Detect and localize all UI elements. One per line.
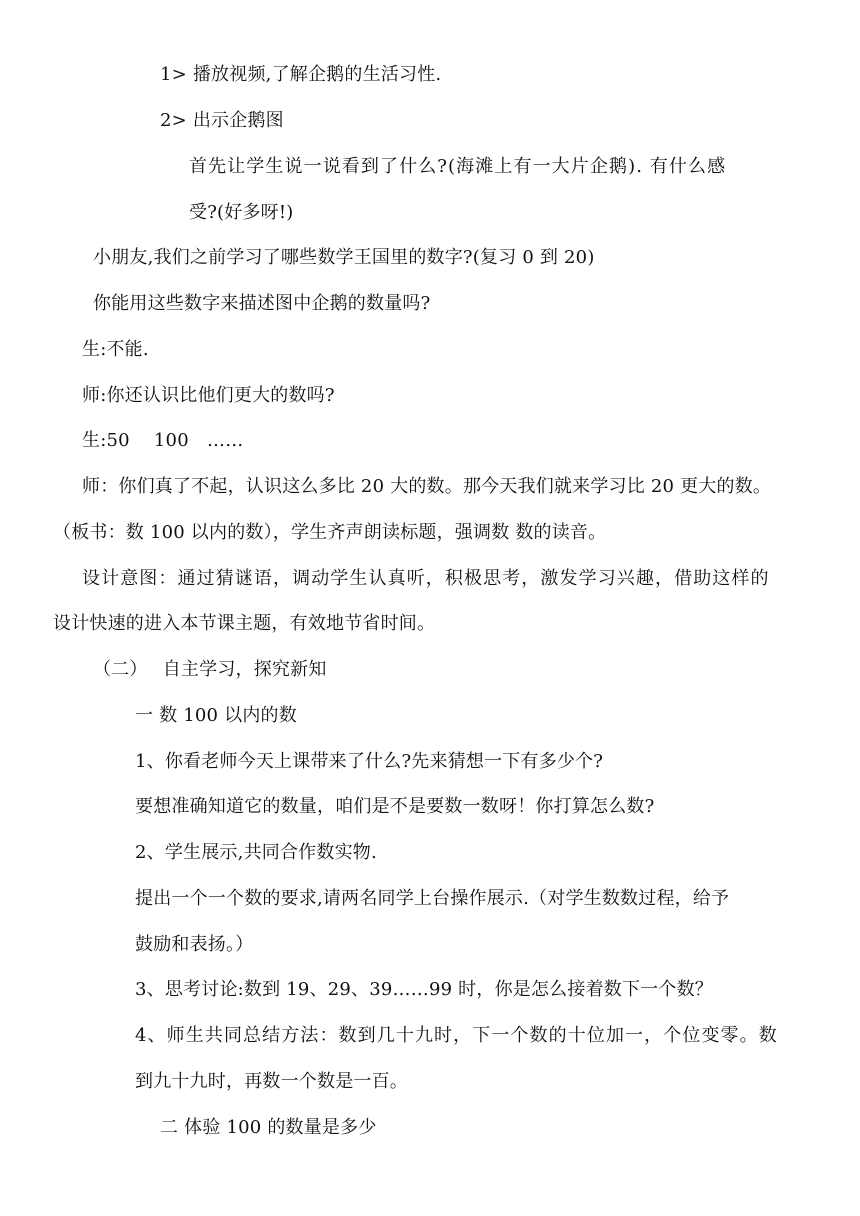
- board-writing-line: （板书：数 100 以内的数），学生齐声朗读标题，强调数 数的读音。: [53, 522, 607, 543]
- step-1-video: 1> 播放视频,了解企鹅的生活习性.: [160, 64, 442, 85]
- item-2-detail-line-1: 提出一个一个数的要求,请两名同学上台操作展示.（对学生数数过程，给予: [135, 888, 730, 909]
- item-3-question: 3、思考讨论:数到 19、29、39……99 时，你是怎么接着数下一个数？: [135, 979, 713, 1000]
- review-question: 小朋友,我们之前学习了哪些数学王国里的数字?(复习 0 到 20): [93, 247, 595, 268]
- design-intent-line-1: 设计意图：通过猜谜语，调动学生认真听，积极思考，激发学习兴趣，借助这样的: [82, 568, 770, 589]
- observe-question-line-1: 首先让学生说一说看到了什么?(海滩上有一大片企鹅). 有什么感: [189, 156, 727, 177]
- item-4-method-line-1: 4、师生共同总结方法：数到几十九时，下一个数的十位加一，个位变零。数: [135, 1025, 778, 1046]
- section-heading-2: （二） 自主学习，探究新知: [93, 659, 327, 680]
- item-4-method-line-2: 到九十九时，再数一个数是一百。: [135, 1071, 408, 1092]
- teacher-statement: 师：你们真了不起，认识这么多比 20 大的数。那今天我们就来学习比 20 更大的数。: [82, 476, 772, 497]
- student-answer-1: 生:不能.: [82, 339, 149, 360]
- item-2-detail-line-2: 鼓励和表扬。）: [135, 934, 254, 955]
- observe-question-line-2: 受?(好多呀!): [189, 202, 294, 223]
- teacher-question-1: 师:你还认识比他们更大的数吗?: [82, 385, 335, 406]
- item-1-question: 1、你看老师今天上课带来了什么?先来猜想一下有多少个?: [135, 751, 604, 772]
- design-intent-line-2: 设计快速的进入本节课主题，有效地节省时间。: [53, 613, 436, 634]
- step-2-show-picture: 2> 出示企鹅图: [160, 110, 284, 131]
- item-2-title: 2、学生展示,共同合作数实物.: [135, 842, 377, 863]
- subsection-heading-1: 一 数 100 以内的数: [135, 705, 297, 726]
- subsection-heading-2: 二 体验 100 的数量是多少: [160, 1117, 377, 1138]
- describe-question: 你能用这些数字来描述图中企鹅的数量吗?: [93, 293, 431, 314]
- student-answer-2: 生:50 100 ……: [82, 430, 244, 451]
- item-1-followup: 要想准确知道它的数量，咱们是不是要数一数呀！你打算怎么数?: [135, 796, 655, 817]
